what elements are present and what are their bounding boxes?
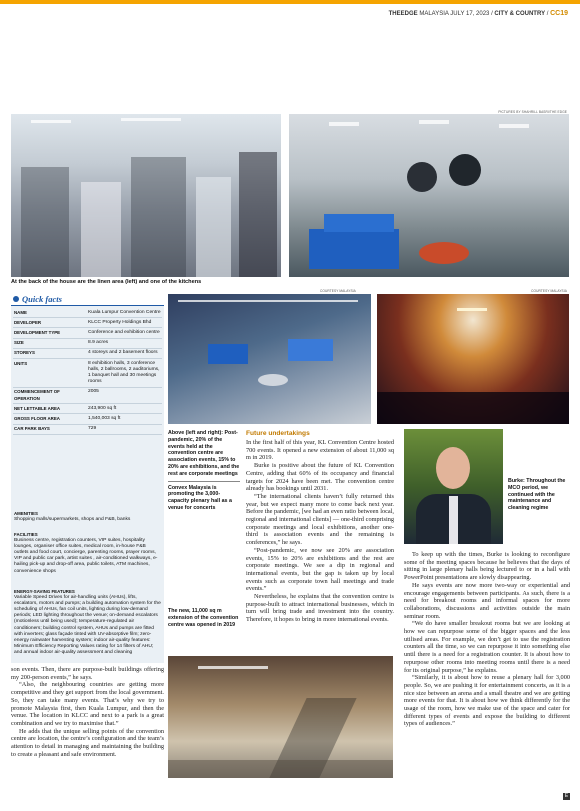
quick-facts-title: Quick facts <box>22 294 62 304</box>
quick-facts-key: DEVELOPER <box>13 318 85 328</box>
article-column-middle <box>246 439 394 624</box>
quick-facts-value: 8.9 acres <box>85 338 162 348</box>
concerts-caption: Convex Malaysia is promoting the 3,000-capacity plenary hall as a venue for concerts <box>168 484 232 511</box>
quick-facts-row <box>13 308 162 318</box>
article-paragraph: Burke is positive about the future of KL Convention Centre, adding that 60% of its occupancy and financial targets for 2024 have been met. The convention centre already has bookings until 2031. <box>246 462 394 493</box>
article-paragraph: In the first half of this year, KL Convention Centre hosted 700 events. It opened a new extension of about 11,000 sq m in 2019. <box>246 439 394 462</box>
quick-facts-row <box>13 424 162 434</box>
article-column-right <box>404 551 570 728</box>
exhibitions-caption: Above (left and right): Post-pandemic, 20% of the events held at the convention centre are association events, 15% to 20% are exhibitions, and the rest are corporate meetings <box>168 430 240 482</box>
quick-facts-value: Conference and exhibition centre <box>85 328 162 338</box>
article-column-left <box>11 666 164 758</box>
article-paragraph: To keep up with the times, Burke is looking to reconfigure some of the meeting spaces because he believes that the days of sitting in large plenary halls being lectured to or in a hall with PowerPoint presentations are slowly disappearing. <box>404 551 570 582</box>
quick-facts-value: 4 storeys and 2 basement floors <box>85 348 162 358</box>
quick-facts-value: Kuala Lumpur Convention Centre <box>85 308 162 318</box>
amenities-section <box>14 511 161 523</box>
end-of-story-marker: E <box>564 793 569 799</box>
top-photos-caption: At the back of the house are the linen area (left) and one of the kitchens <box>11 279 202 285</box>
photo-credit-top: PICTURES BY SHAHRILL BASRI/THE EDGE <box>498 110 567 114</box>
quick-facts-key: NET LETTABLE AREA <box>13 404 85 414</box>
quick-facts-key: CAR PARK BAYS <box>13 424 85 434</box>
quick-facts-key: STOREYS <box>13 348 85 358</box>
brand-name: THEEDGE <box>388 11 418 17</box>
energy-label: ENERGY-SAVING FEATURES <box>14 589 75 594</box>
burke-portrait-photo <box>404 429 503 544</box>
publication-name: MALAYSIA <box>419 11 449 17</box>
quick-facts-key: COMMENCEMENT OF OPERATION <box>13 387 85 403</box>
quick-facts-row <box>13 328 162 338</box>
quick-facts-row <box>13 348 162 358</box>
quick-facts-row <box>13 414 162 424</box>
quick-facts-value: 8 exhibition halls, 3 conference halls, 2 ballrooms, 2 auditoriums, 1 banquet hall and 30 meetings rooms <box>85 359 162 388</box>
quick-facts-row <box>13 338 162 348</box>
quick-facts-value: KLCC Property Holdings Bhd <box>85 318 162 328</box>
page-number: CC19 <box>550 10 568 17</box>
energy-text: Variable Speed Drives for air-handling units (AHUs), lifts, escalators, motors and pumps; a building automation system for the scheduling of AHUs, fan coil units, lighting during low-demand periods; LED lighting throughout the venue; on-demand escalators (motionless until being used); temperature-regulated air conditioners; building control system, AHUs and pumps are fitted with inverters; glass façade tinted with UV-absorptive film; zero-energy rainwater harvesting system; indoor air-quality features: Minimum Efficiency Reporting Values rating for 14 filters of AHU; and annual indoor air-quality assessment and cleaning <box>14 595 161 655</box>
quick-facts-value: 243,900 sq ft <box>85 404 162 414</box>
page-header: THEEDGE MALAYSIA JULY 17, 2023 / CITY & COUNTRY / CC19 <box>388 10 568 17</box>
quick-facts-row <box>13 387 162 403</box>
burke-caption: Burke: Throughout the MCO period, we continued with the maintenance and cleaning regime <box>508 478 566 512</box>
quick-facts-key: SIZE <box>13 338 85 348</box>
article-paragraph: Nevertheless, he explains that the convention centre is purpose-built to attract international businesses, which in turn will bring trade and investment into the country. Therefore, it hopes to bring in more international events. <box>246 593 394 624</box>
quick-facts-bullet-icon <box>13 296 19 302</box>
photo-credit-concert: COURTESY MALAYSIA <box>531 289 567 293</box>
energy-section <box>14 589 161 656</box>
quick-facts-value: 2005 <box>85 387 162 403</box>
quick-facts-row <box>13 404 162 414</box>
extension-caption: The new, 11,000 sq m extension of the convention centre was opened in 2019 <box>168 608 239 628</box>
article-paragraph: son events. Then, there are purpose-built buildings offering my 200-person events,” he says. <box>11 666 164 681</box>
extension-atrium-photo <box>168 656 393 778</box>
linen-area-photo <box>11 114 281 277</box>
kitchen-photo <box>289 114 569 277</box>
quick-facts-table <box>13 308 162 435</box>
quick-facts-key: UNITS <box>13 359 85 388</box>
article-paragraph: “Also, the neighbouring countries are getting more competitive and they get support from the local government. So, they can take many events. That’s why we try to promote Malaysia first, then Kuala Lumpur, and then the venue. The location in KLCC and next to a park is a great combination and we try to maximise that.” <box>11 681 164 727</box>
quick-facts-value: 1,540,003 sq ft <box>85 414 162 424</box>
article-paragraph: He says events are now more two-way or experiential and encourage engagements between participants. As such, there is a need for breakout rooms and informal spaces for more collaborations, discussions and activities outside the main seminar room. <box>404 581 570 620</box>
concert-photo <box>377 294 569 424</box>
quick-facts-key: NAME <box>13 308 85 318</box>
quick-facts-row <box>13 318 162 328</box>
quick-facts-key: DEVELOPMENT TYPE <box>13 328 85 338</box>
quick-facts-key: GROSS FLOOR AREA <box>13 414 85 424</box>
header-accent-stripe <box>0 0 580 4</box>
facilities-label: FACILITIES <box>14 532 38 537</box>
photo-credit-expo: COURTESY MALAYSIA <box>320 289 356 293</box>
subhead-future-undertakings: Future undertakings <box>246 430 310 437</box>
facilities-section <box>14 532 161 575</box>
article-paragraph: “Post-pandemic, we now see 20% are association events, 15% to 20% are exhibitions and the rest are corporate meetings. We see a dip in regional and international events, but the gap is taken up by local events such as corporate town hall meetings and trade events.” <box>246 546 394 593</box>
side-captions <box>168 430 240 512</box>
exhibition-hall-photo <box>168 294 371 424</box>
amenities-label: AMENITIES <box>14 511 38 516</box>
article-paragraph: “Similarly, it is about how to reuse a plenary hall for 3,000 people. So, we are pushing it for entertainment concerts, as it is a nice size between an arena and a small theatre and we are getting more events for that. It is about how we think differently for the usage of the room, how we make use of the space and cater for different types of events and expose the building to different types of audiences.” <box>404 674 570 728</box>
article-paragraph: “The international clients haven’t fully returned this year, but we expect many more to come back next year. Before the pandemic, [we had an even ratio between local, regional and international clients] — one-third comprising corporate meetings and local exhibitions, another one-third is association events and the remaining is conferences,” he says. <box>246 492 394 547</box>
quick-facts-value: 729 <box>85 424 162 434</box>
article-paragraph: “We do have smaller breakout rooms but we are looking at how we can repurpose some of the bigger spaces and the less utilised areas. For example, we don’t get to use the registration counters all the time, so we can repurpose it into something else until there is a need for a registration counter. It is about how to repurpose other rooms into meeting rooms until there is a need for its original purpose,” he explains. <box>404 620 570 674</box>
quick-facts-row <box>13 359 162 388</box>
section-name: CITY & COUNTRY <box>494 11 546 17</box>
facilities-text: Business centre, registration counters, VIP suites, hospitality lounges, organiser office suites, medical room, in-house F&B outlets and food court, concierge, parenting rooms, prayer rooms, VIP and public car park, artist suites , air-conditioned walkways, e-hailing pick-up and drop-off area, public toilets, ATM machines, convenience shops <box>14 538 158 574</box>
amenities-text: Shopping malls/supermarkets, shops and F&B, banks <box>14 517 131 523</box>
article-paragraph: He adds that the unique selling points of the convention centre are location, the centre’s configuration and the team’s attention to detail in managing and maintaining the building to create a pleasant and safe environment. <box>11 727 164 758</box>
issue-date: JULY 17, 2023 <box>450 11 490 17</box>
